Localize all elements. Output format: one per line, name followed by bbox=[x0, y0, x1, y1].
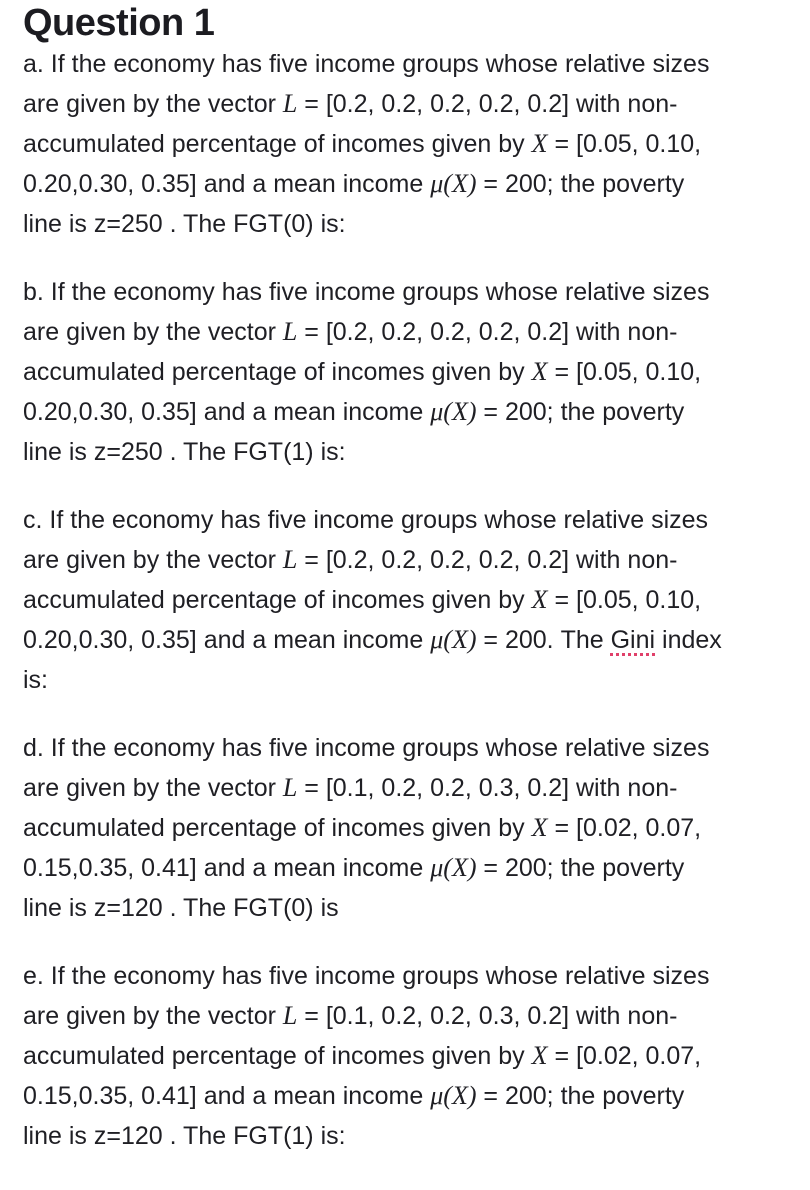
question-part-b bbox=[23, 272, 803, 472]
text-line: d. If the economy has five income groups whose relative sizes bbox=[23, 734, 710, 762]
math-variable-X: X bbox=[531, 129, 548, 158]
math-mean-income: μ(X) bbox=[430, 853, 477, 882]
text-line: a. If the economy has five income groups whose relative sizes bbox=[23, 50, 710, 78]
text-line: is: bbox=[23, 666, 48, 694]
text-line: accumulated percentage of incomes given by X = [0.05, 0.10, bbox=[23, 129, 702, 158]
text-line: b. If the economy has five income groups whose relative sizes bbox=[23, 278, 710, 306]
math-variable-L: L bbox=[282, 545, 298, 574]
text-line: are given by the vector L = [0.1, 0.2, 0.2, 0.3, 0.2] with non- bbox=[23, 773, 678, 802]
math-variable-X: X bbox=[531, 1041, 548, 1070]
math-variable-X: X bbox=[531, 585, 548, 614]
text-line: line is z=250 . The FGT(1) is: bbox=[23, 438, 346, 466]
question-title: Question 1 bbox=[23, 2, 215, 44]
text-line: are given by the vector L = [0.1, 0.2, 0.2, 0.3, 0.2] with non- bbox=[23, 1001, 678, 1030]
text-line: accumulated percentage of incomes given by X = [0.02, 0.07, bbox=[23, 1041, 702, 1070]
question-part-e bbox=[23, 956, 803, 1156]
question-part-c bbox=[23, 500, 803, 700]
text-line: line is z=120 . The FGT(0) is bbox=[23, 894, 339, 922]
math-variable-X: X bbox=[531, 813, 548, 842]
text-line: 0.15,0.35, 0.41] and a mean income μ(X) = 200; the poverty bbox=[23, 853, 685, 882]
math-variable-L: L bbox=[282, 1001, 298, 1030]
math-mean-income: μ(X) bbox=[430, 1081, 477, 1110]
text-line: 0.20,0.30, 0.35] and a mean income μ(X) = 200. The Gini index bbox=[23, 625, 722, 654]
question-part-d bbox=[23, 728, 803, 928]
text-line: are given by the vector L = [0.2, 0.2, 0.2, 0.2, 0.2] with non- bbox=[23, 317, 678, 346]
math-mean-income: μ(X) bbox=[430, 169, 477, 198]
math-variable-L: L bbox=[282, 89, 298, 118]
text-line: e. If the economy has five income groups whose relative sizes bbox=[23, 962, 710, 990]
text-line: 0.20,0.30, 0.35] and a mean income μ(X) = 200; the poverty bbox=[23, 169, 685, 198]
math-mean-income: μ(X) bbox=[430, 625, 477, 654]
text-line: accumulated percentage of incomes given by X = [0.05, 0.10, bbox=[23, 357, 702, 386]
text-line: are given by the vector L = [0.2, 0.2, 0.2, 0.2, 0.2] with non- bbox=[23, 545, 678, 574]
question-part-a bbox=[23, 44, 803, 244]
text-line: c. If the economy has five income groups whose relative sizes bbox=[23, 506, 709, 534]
text-line: 0.20,0.30, 0.35] and a mean income μ(X) = 200; the poverty bbox=[23, 397, 685, 426]
text-line: 0.15,0.35, 0.41] and a mean income μ(X) = 200; the poverty bbox=[23, 1081, 685, 1110]
text-line: accumulated percentage of incomes given by X = [0.05, 0.10, bbox=[23, 585, 702, 614]
math-mean-income: μ(X) bbox=[430, 397, 477, 426]
text-line: accumulated percentage of incomes given by X = [0.02, 0.07, bbox=[23, 813, 702, 842]
document bbox=[23, 0, 803, 1156]
text-line: line is z=250 . The FGT(0) is: bbox=[23, 210, 346, 238]
math-variable-L: L bbox=[282, 773, 298, 802]
text-line: line is z=120 . The FGT(1) is: bbox=[23, 1122, 346, 1150]
math-variable-L: L bbox=[282, 317, 298, 346]
spellcheck-flagged-word[interactable]: Gini bbox=[610, 626, 656, 654]
math-variable-X: X bbox=[531, 357, 548, 386]
text-line: are given by the vector L = [0.2, 0.2, 0.2, 0.2, 0.2] with non- bbox=[23, 89, 678, 118]
